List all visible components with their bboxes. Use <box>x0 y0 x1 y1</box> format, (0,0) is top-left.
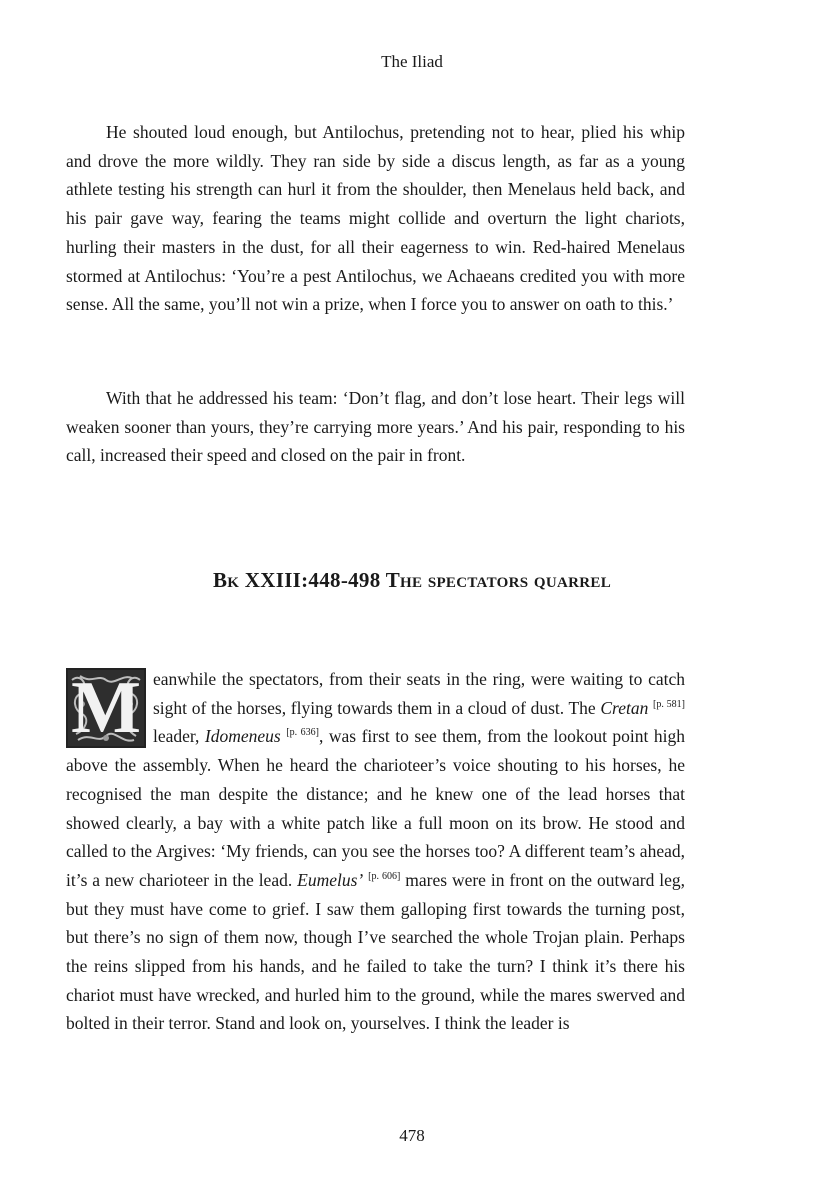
page-reference[interactable]: [p. 581] <box>653 698 685 710</box>
eumelus-link[interactable]: Eumelus’ <box>297 869 364 890</box>
body-paragraph-1 <box>66 118 685 319</box>
section-paragraph <box>66 665 685 1038</box>
cretan-link[interactable]: Cretan <box>600 697 649 718</box>
dropcap-letter: M <box>71 667 141 749</box>
body-paragraph-2 <box>66 384 685 470</box>
running-head: The Iliad <box>381 52 443 71</box>
page-number: 478 <box>399 1126 425 1145</box>
paragraph-text: With that he addressed his team: ‘Don’t flag, and don’t lose heart. Their legs will weaken sooner than yours, they’re carrying more years.’ And his pair, responding to his call, increased their speed and closed on the pair in front. <box>66 388 685 466</box>
idomeneus-link[interactable]: Idomeneus <box>204 726 281 747</box>
page-reference[interactable]: [p. 606] <box>368 871 401 883</box>
section-heading: Bk XXIII:448-498 The spectators quarrel <box>212 568 612 592</box>
decorated-initial <box>66 668 146 748</box>
paragraph-text: He shouted loud enough, but Antilochus, pretending not to hear, plied his whip and drove the more wildly. They ran side by side a discus length, as far as a young athlete testing his strength can hurl it from the shoulder, then Menelaus held back, and his pair gave way, fearing the teams might collide and overturn the light chariots, hurling their masters in the dust, for all their eagerness to win. Red-haired Menelaus stormed at Antilochus: ‘You’re a pest Antilochus, we Achaeans credited you with more sense. All the same, you’ll not win a prize, when I force you to answer on oath to this.’ <box>66 122 685 315</box>
page-reference[interactable]: [p. 636] <box>286 727 320 739</box>
paragraph-text: eanwhile the spectators, from their seats in the ring, were waiting to catch sight of the horses, flying towards them in a cloud of dust. The Cretan [p. 581] leader, Idomeneus [p. 636], was first to see them, from the lookout point high above the assembly. When he heard the charioteer’s voice shouting to his horses, he recognised the man despite the distance; and he knew one of the lead horses that showed clearly, a bay with a white patch like a full moon on its brow. He stood and called to the Argives: ‘My friends, can you see the horses too? A different team’s ahead, it’s a new charioteer in the lead. Eumelus’ [p. 606] mares were in front on the outward leg, but they must have come to grief. I saw them galloping first towards the turning post, but there’s no sign of them now, though I’ve searched the whole Trojan plain. Perhaps the reins slipped from his hands, and he failed to take the turn? I think it’s there his chariot must have wrecked, and hurled him to the ground, while the mares swerved and bolted in their terror. Stand and look on, yourselves. I think the leader is <box>66 669 686 1034</box>
